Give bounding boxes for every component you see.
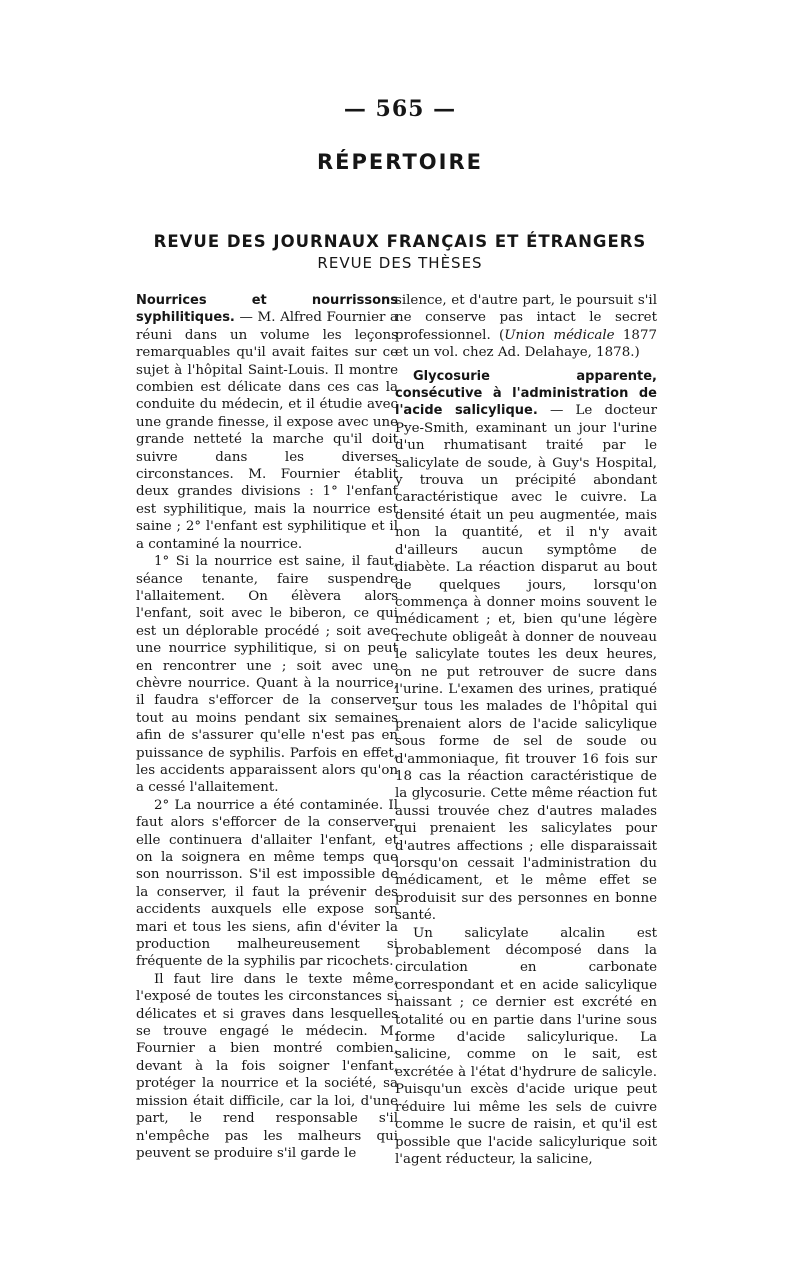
theses-review-subtitle: REVUE DES THÈSES [317, 254, 483, 272]
article-1-intro [136, 292, 398, 553]
article-1-continuation [395, 292, 657, 362]
right-column [395, 292, 657, 1168]
article-1-paragraph-2: 1° Si la nourrice est saine, il faut, séance tenante, faire suspendre l'allaitement. On élèvera alors l'enfant, soit avec le biberon, ce qui est un déplorable procédé ; soit avec une nourrice syphilitique, si on peut en rencontrer une ; soit avec une chèvre nourrice. Quant à la nourrice, il faudra s'efforcer de la conserver tout au moins pendant six semaines afin de s'assurer qu'elle n'est pas en puissance de syphilis. Parfois en effet, les accidents apparaissent alors qu'on a cessé l'allaitement. [136, 554, 398, 796]
article-2-paragraph-2: Un salicylate alcalin est probablement décomposé dans la circulation en carbonate correspondant et en acide salicylique naissant ; ce dernier est excrété en totalité ou en partie dans l'urine sous forme d'acide salicylurique. La salicine, comme on le sait, est excrétée à l'état d'hydrure de salicyle. Puisqu'un excès d'acide urique peut réduire lui même les sels de cuivre comme le sucre de raisin, et qu'il est possible que l'acide salicylurique soit l'agent réducteur, la salicine, [395, 925, 657, 1167]
page-number: — 565 — [343, 96, 457, 122]
left-column [136, 292, 398, 1162]
article-1-end-text: silence, et d'autre part, le poursuit s'il ne conserve pas intact le secret professionnel. ( [395, 293, 657, 343]
journal-reference: Union médicale [504, 327, 615, 343]
article-1-paragraph-4: Il faut lire dans le texte même, l'exposé de toutes les circonstances si délicates et si graves dans lesquelles se trouve engagé le médecin. M. Fournier a bien montré combien, devant à la fois soigner l'enfant, protéger la nourrice et la société, sa mission était difficile, car la loi, d'une part, le rend responsable s'il n'empêche pas les malheurs qui peuvent se produire s'il garde le [136, 971, 398, 1161]
article-2-paragraph-1: — Le docteur Pye-Smith, examinant un jour l'urine d'un rhumatisant traité par le salicylate de soude, à Guy's Hospital, y trouva un précipité abondant caractéristique avec le cuivre. La densité était un peu augmentée, mais non la quantité, et il n'y avait d'ailleurs aucun symptôme de diabète. La réaction disparut au bout de quelques jours, lorsqu'on commença à donner moins souvent le médicament ; et, bien qu'une légère rechute obligeât à donner de nouveau le salicylate toutes les deux heures, on ne put retrouver de sucre dans l'urine. L'examen des urines, pratiqué sur tous les malades de l'hôpital qui prenaient alors de l'acide salicylique sous forme de sel de soude ou d'ammoniaque, fit trouver 16 fois sur 18 cas la réaction caractéristique de la glycosurie. Cette même réaction fut aussi trouvée chez d'autres malades qui prenaient les salicylates pour d'autres affections ; elle disparaissait lorsqu'on cessait l'administration du médicament, et le même effet se produisit sur des personnes en bonne santé. [395, 403, 657, 924]
section-title: RÉPERTOIRE [317, 150, 483, 174]
article-1-paragraph-3: 2° La nourrice a été contaminée. Il faut alors s'efforcer de la conserver, elle continuera d'allaiter l'enfant, et on la soignera en même temps que son nourrisson. S'il est impossible de la conserver, il faut la prévenir des accidents auxquels elle expose son mari et tous les siens, afin d'éviter la production malheureusement si fréquente de la syphilis par ricochets. [136, 797, 398, 970]
article-1-title: Nourrices et nourrissons syphilitiques. [136, 293, 398, 326]
article-1-end-ref: 1877 et un vol. chez Ad. Delahaye, 1878.) [395, 327, 657, 361]
journals-review-subtitle: REVUE DES JOURNAUX FRANÇAIS ET ÉTRANGERS [153, 232, 647, 251]
article-2-title: Glycosurie apparente, consécutive à l'administration de l'acide salicylique. [395, 368, 657, 419]
article-2-intro [395, 368, 657, 925]
article-1-paragraph-1: — M. Alfred Fournier a réuni dans un volume les leçons remarquables qu'il avait faites sur ce sujet à l'hôpital Saint-Louis. Il montre combien est délicate dans ces cas la conduite du médecin, et il étudie avec une grande finesse, il expose avec une grande netteté la marche qu'il doit suivre dans les diverses circonstances. M. Fournier établit deux grandes divisions : 1° l'enfant est syphilitique, mais la nourrice est saine ; 2° l'enfant est syphilitique et il a contaminé la nourrice. [136, 310, 398, 552]
